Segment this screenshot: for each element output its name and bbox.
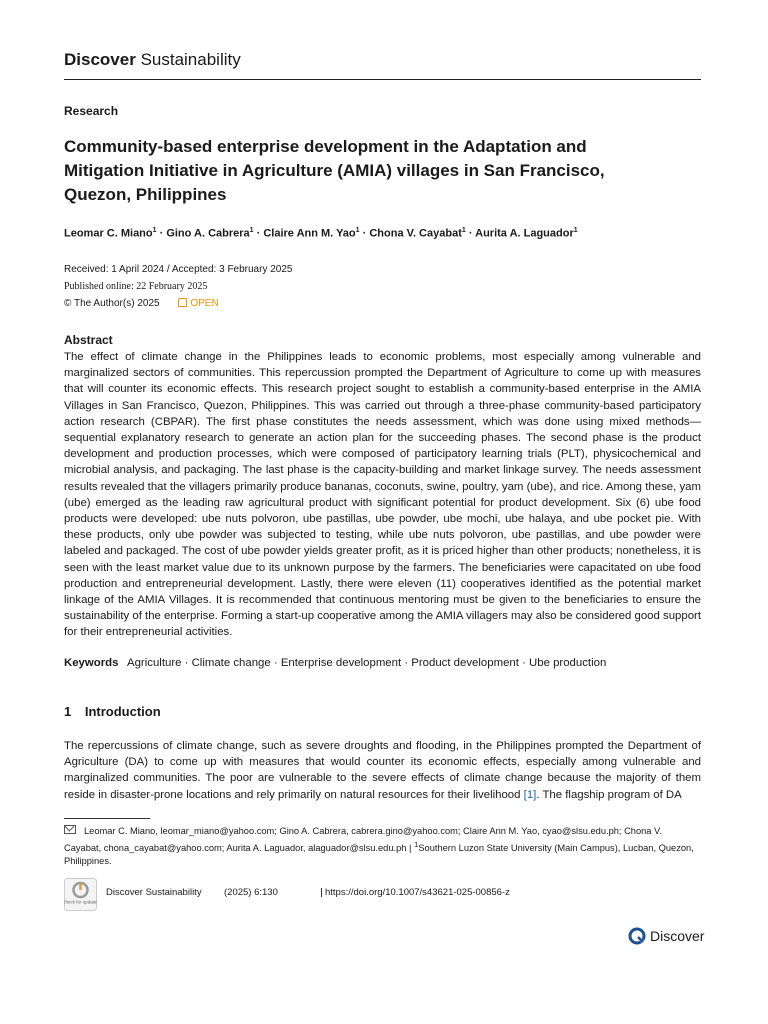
check-for-updates-label: Check for updates <box>64 899 97 905</box>
author-affiliation-number: 1 <box>355 227 360 234</box>
abstract-heading: Abstract <box>64 333 113 347</box>
open-access-label: OPEN <box>190 298 219 309</box>
author-name[interactable]: Aurita A. Laguador <box>475 227 574 240</box>
article-type: Research <box>64 104 119 118</box>
check-for-updates-icon <box>64 878 97 911</box>
footer-doi[interactable] <box>321 887 510 898</box>
abstract-text: The effect of climate change in the Philippines leads to economic problems, most especially among vulnerable and marginalized sectors of communities. This repercussion prompted the Department of Agriculture to come up with measures that will counter its economic effects. This research project sought to establish a community-based enterprise in the AMIA Villages in San Francisco, Quezon, Philippines. This was carried out through a three-phase community-based participatory action research (CBPAR). The first phase constitutes the needs assessment, which was done using mixed methods—sequential explanatory research to generate an action plan for the succeeding phases. The second phase is the product development and production processes, which were composed of participatory learning trials (PLT), physicochemical and microbial analysis, and packaging. The last phase is the capacity-building and market linkage survey. The needs assessment results revealed that the villagers primarily produce bananas, coconuts, swine, poultry, yam (ube), and rice. Among these, yam (ube) emerged as the leading raw agricultural product with significant potential for product development. Six (6) ube food products were developed: ube nuts polvoron, ube pastillas, ube powder, ube mochi, ube halaya, and ube pocket pie. With these products, only ube powder was subjected to testing, while ube nuts polvoron, ube pastillas, and ube powder were labeled and packaged. The cost of ube powder yields greater profit, as it is priced higher than other products; nonetheless, it is seen with the least market value due to its unknown purpose by the farmers. The beneficiaries were capacitated on ube food production and entrepreneurial development. Lastly, there were eleven (11) cooperatives identified as the potential market linkage of the AMIA Villages. It is recommended that continuous mentoring must be given to the beneficiaries to ensure the sustainability of the enterprise. Forming a start-up cooperative among the AMIA villagers may also be considered good support for their entrepreneurial activities. <box>64 351 701 639</box>
introduction-body: The repercussions of climate change, such as severe droughts and flooding, in the Philippines prompted the Department of Agriculture (DA) to come up with measures that would counter its economic effects, especially among vulnerable and marginalized communities. The poor are vulnerable to the severe effects of climate change because the majority of them reside in disaster-prone locations and rely primarily on natural resources for their livelihood <box>64 740 701 801</box>
author-separator: · <box>465 227 476 240</box>
author-name[interactable]: Claire Ann M. Yao <box>263 227 356 240</box>
author-affiliation-number: 1 <box>249 227 254 234</box>
journal-title-bold: Discover <box>64 50 136 69</box>
mail-icon <box>64 825 76 834</box>
copyright-line <box>64 298 219 309</box>
published-date: Published online: 22 February 2025 <box>64 281 208 292</box>
discover-logo-icon <box>628 927 646 945</box>
copyright-text: © The Author(s) 2025 <box>64 298 160 309</box>
footnote-contacts: Leomar C. Miano, leomar_miano@yahoo.com; Gino A. Cabrera, cabrera.gino@yahoo.com; Claire Ann M. Yao, cyao@slsu.edu.ph; Chona V. Cayabat, chona_cayabat@yahoo.com; Aurita A. Laguador, alaguador@slsu.edu.ph | <box>64 826 662 854</box>
keywords-label: Keywords <box>64 657 119 669</box>
received-accepted-dates: Received: 1 April 2024 / Accepted: 3 February 2025 <box>64 264 293 275</box>
footer-volume: (2025) 6:130 <box>224 887 278 898</box>
author-affiliation-number: 1 <box>573 227 578 234</box>
journal-title-rest: Sustainability <box>140 50 241 69</box>
article-title: Community-based enterprise development in the Adaptation and Mitigation Initiative in Agriculture (AMIA) villages in San Francisco, Quezon, Philippines <box>64 137 605 204</box>
footnote-aff-number: 1 <box>414 840 419 849</box>
footnote-affiliation: Southern Luzon State University (Main Campus), Lucban, Quezon, Philippines. <box>64 843 694 867</box>
open-access-badge[interactable] <box>178 298 218 309</box>
author-separator: · <box>359 227 370 240</box>
open-lock-icon <box>178 298 187 307</box>
discover-brand[interactable] <box>628 927 704 945</box>
introduction-text <box>64 738 701 803</box>
section-title: Introduction <box>84 704 161 719</box>
journal-title <box>64 50 241 70</box>
author-separator: · <box>156 227 167 240</box>
footnote <box>64 825 701 868</box>
keywords-line <box>64 657 606 669</box>
keywords-text: Agriculture · Climate change · Enterprise development · Product development · Ube production <box>127 657 607 669</box>
header-rule <box>64 79 701 80</box>
author-name[interactable]: Chona V. Cayabat <box>369 227 462 240</box>
author-name[interactable]: Leomar C. Miano <box>64 227 153 240</box>
section-heading-introduction <box>64 704 171 719</box>
author-separator: · <box>253 227 264 240</box>
author-affiliation-number: 1 <box>461 227 466 234</box>
doi-link[interactable]: https://doi.org/10.1007/s43621-025-00856-z <box>325 887 510 898</box>
author-list <box>64 227 578 240</box>
doi-divider <box>321 888 322 897</box>
footnote-rule <box>64 818 150 819</box>
check-for-updates-badge[interactable] <box>64 878 97 911</box>
author-affiliation-number: 1 <box>152 227 157 234</box>
citation-link[interactable]: [1] <box>523 788 537 801</box>
discover-brand-label: Discover <box>650 928 705 944</box>
footer-journal: Discover Sustainability <box>106 887 202 898</box>
section-number: 1 <box>64 704 72 719</box>
author-name[interactable]: Gino A. Cabrera <box>166 227 250 240</box>
introduction-body-end: . The flagship program of DA <box>536 788 682 801</box>
